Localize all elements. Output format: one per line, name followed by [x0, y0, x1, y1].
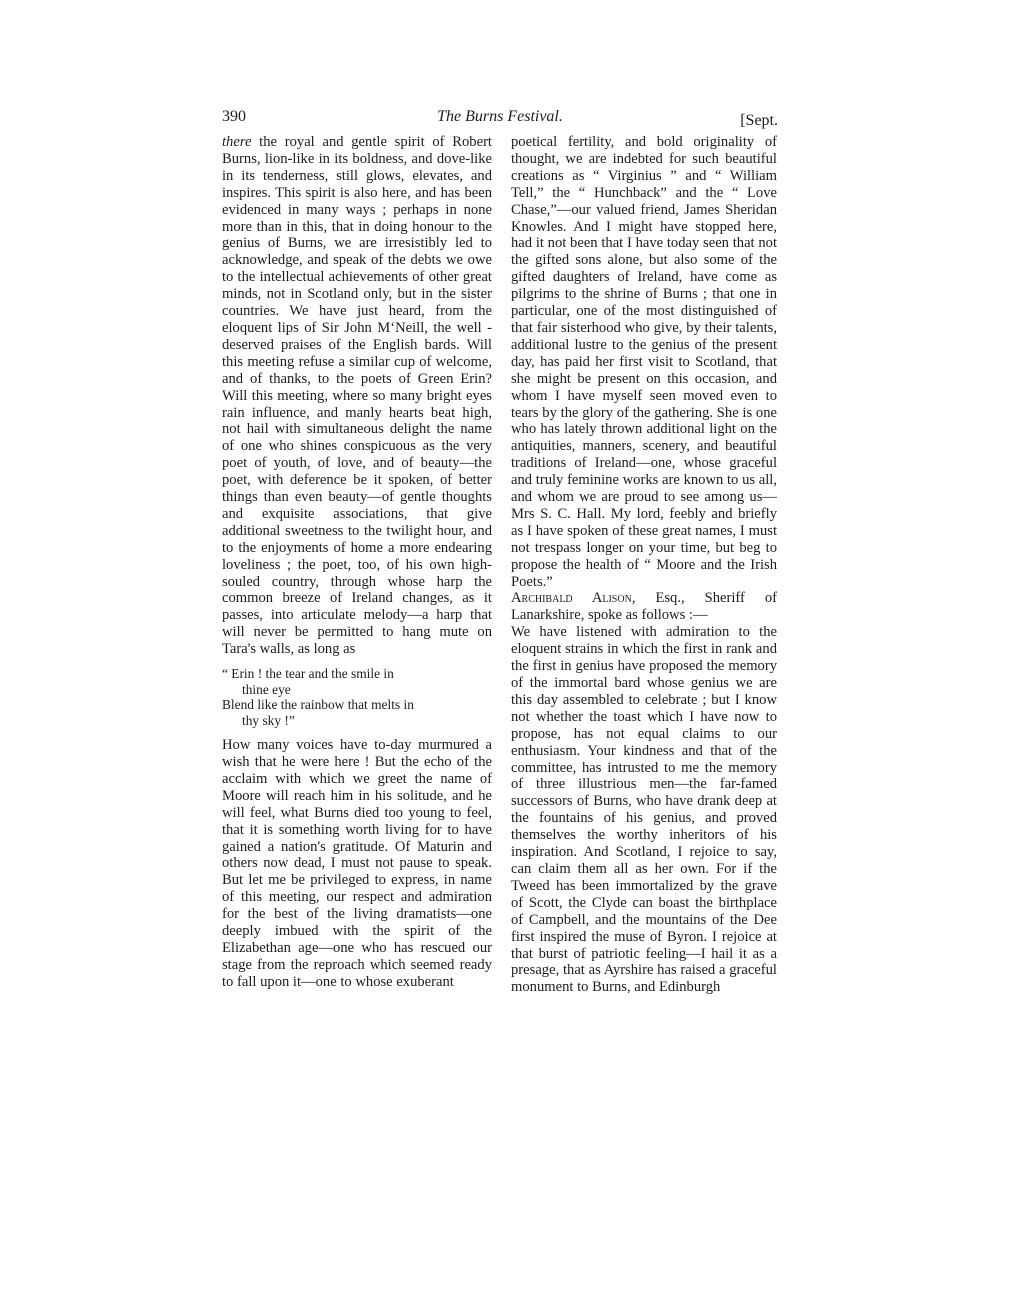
right-paragraph-2 — [511, 590, 777, 624]
verse-line: Blend like the rainbow that melts in thy sky !” — [222, 697, 414, 728]
verse-quote — [222, 666, 492, 728]
verse-line: “ Erin ! the tear and the smile in thine eye — [222, 666, 394, 697]
page-number: 390 — [222, 108, 246, 125]
lead-word: there — [222, 134, 252, 150]
left-paragraph-1-text: the royal and gentle spirit of Robert Burns, lion-like in its boldness, and dove-like in its tenderness, still glows, elevates, and inspires. This spirit is also here, and has been evidenced in many ways ; perhaps in none more than in this, that in doing honour to the genius of Burns, we are irresistibly led to acknowledge, and speak of the debts we owe to the intellectual achievements of other great minds, not in Scotland only, but in the sister countries. We have just heard, from the eloquent lips of Sir John M‘Neill, the well - deserved praises of the English bards. Will this meeting refuse a similar cup of welcome, and of thanks, to the poets of Green Erin? Will this meeting, where so many bright eyes rain influence, and manly hearts beat high, not hail with simultaneous delight the name of one who shines conspicuous as the very poet of youth, of love, and of beauty—the poet, with deference be it spoken, of better things than even beauty—of gentle thoughts and exquisite associations, that give additional sweetness to the twilight hour, and to the enjoyments of home a more endearing loveliness ; the poet, too, of his own high-souled country, through whose harp the common breeze of Ireland changes, as it passes, into articulate melody—a harp that will never be permitted to hang mute on Tara's walls, as long as — [222, 134, 492, 658]
right-paragraph-3: We have listened with admiration to the eloquent strains in which the first in rank and the first in genius have proposed the memory of the immortal bard whose genius we are this day assembled to celebrate ; but I know not whether the toast which I have now to propose, has not equal claims to our enthusiasm. Your kindness and that of the committee, has intrusted to me the memory of three illustrious men—the far-famed successors of Burns, who have drank deep at the fountains of his genius, and proved themselves the worthy inheritors of his inspiration. And Scotland, I rejoice to say, can claim them all as her own. For if the Tweed has been immortalized by the grave of Scott, the Clyde can boast the birthplace of Campbell, and the mountains of the Dee first inspired the muse of Byron. I rejoice at that burst of patriotic feeling—I hail it as a presage, that as Ayrshire has raised a graceful monument to Burns, and Edinburgh — [511, 624, 777, 996]
left-paragraph-2: How many voices have to-day murmured a wish that he were here ! But the echo of the acclaim with which we greet the name of Moore will reach him in his solitude, and he will feel, what Burns died too young to feel, that it is something worth living for to have gained a nation's gratitude. Of Maturin and others now dead, I must not pause to speak. But let me be privileged to express, in name of this meeting, our respect and admiration for the best of the living dramatists—one deeply imbued with the spirit of the Elizabethan age—one who has rescued our stage from the reproach which seemed ready to fall upon it—one to whose exuberant — [222, 737, 492, 990]
right-column — [511, 134, 777, 996]
left-paragraph-1 — [222, 134, 492, 658]
right-paragraph-1: poetical fertility, and bold originality of thought, we are indebted for such beautiful creations as “ Virginius ” and “ William Tell,” the “ Hunchback” and the “ Love Chase,”—our valued friend, James Sheridan Knowles. And I might have stopped here, had it not been that I have today seen that not the gifted sons alone, but also some of the gifted daughters of Ireland, have come as pilgrims to the shrine of Burns ; that one in particular, one of the most distinguished of that fair sisterhood who give, by their talents, additional lustre to the genius of the present day, has paid her first visit to Scotland, that she might be present on this occasion, and whom I have myself seen moved even to tears by the glory of the gathering. She is one who has lately thrown additional light on the antiquities, manners, scenery, and beautiful traditions of Ireland—one, whose graceful and truly feminine works are known to us all, and whom we are proud to see among us—Mrs S. C. Hall. My lord, feebly and briefly as I have spoken of these great names, I must not trespass longer on your time, but beg to propose the health of “ Moore and the Irish Poets.” — [511, 134, 777, 590]
running-title: The Burns Festival. — [437, 108, 563, 125]
left-column — [222, 134, 492, 991]
speaker-name: Archibald Alison — [511, 590, 632, 607]
section-mark: [Sept. — [740, 112, 778, 129]
page-header — [222, 108, 778, 132]
speaker-intro: , Esq., Sheriff of Lanarkshire, spoke as follows :— — [511, 590, 777, 624]
